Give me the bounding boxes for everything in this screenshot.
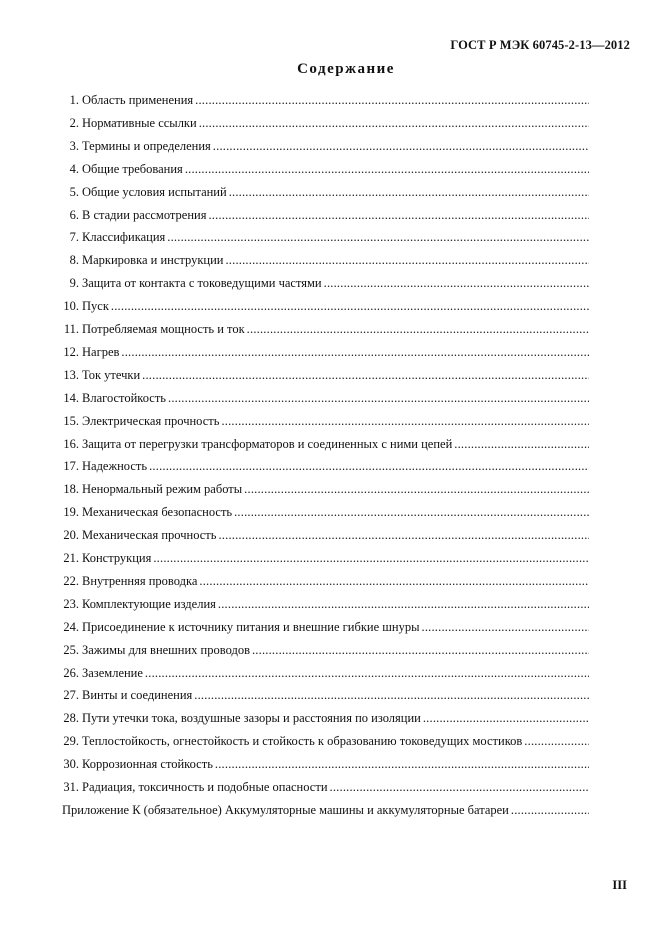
page-title: Содержание (297, 61, 395, 77)
toc-entry-title: Нагрев (82, 344, 120, 359)
toc-entry-title: Влагостойкость (82, 390, 166, 405)
toc-entry-line (82, 389, 589, 407)
toc-entry[interactable] (0, 228, 661, 246)
toc-leader-dots (234, 503, 589, 521)
toc-entry[interactable] (0, 572, 661, 590)
toc-entry-number: 17. (63, 459, 79, 474)
toc-entry-line (82, 228, 589, 246)
toc-entry-line (82, 343, 589, 361)
toc-entry-number: 30. (63, 757, 79, 772)
toc-entry-line (82, 297, 589, 315)
toc-entry-line (82, 251, 589, 269)
toc-entry-line (82, 641, 589, 659)
toc-entry-line (82, 366, 589, 384)
toc-leader-dots (153, 549, 589, 567)
toc-entry-title: Область применения (82, 93, 194, 107)
toc-entry-number: 6. (69, 207, 79, 222)
toc-entry-line (82, 412, 589, 430)
toc-leader-dots (208, 206, 589, 224)
toc-entry-number: 13. (63, 367, 79, 382)
toc-entry-number: 7. (69, 230, 79, 245)
toc-entry-title: Пуск (82, 299, 109, 314)
toc-entry-line (82, 183, 589, 201)
toc-entry-title: Надежность (82, 459, 148, 474)
toc-entry[interactable] (0, 686, 661, 704)
toc-leader-dots (194, 686, 589, 704)
toc-entry-line (82, 595, 589, 613)
toc-leader-dots (218, 595, 589, 613)
toc-entry[interactable] (0, 206, 661, 224)
toc-entry-number: 12. (63, 344, 79, 359)
toc-entry-number: 1. (69, 93, 79, 107)
toc-entry-line (82, 755, 589, 773)
toc-leader-dots (185, 160, 589, 178)
toc-entry-line (82, 709, 589, 727)
toc-appendix-title: Приложение К (обязательное) Аккумуляторные машины и аккумуляторные батареи (62, 802, 509, 817)
toc-entry[interactable] (0, 480, 661, 498)
toc-entry[interactable] (0, 732, 661, 750)
toc-leader-dots (199, 114, 589, 132)
toc-entry-number: 26. (63, 665, 79, 680)
toc-entry-title: Ненормальный режим работы (82, 482, 243, 497)
toc-entry-title: Защита от перегрузки трансформаторов и соединенных с ними цепей (82, 436, 453, 451)
toc-leader-dots (145, 664, 589, 682)
toc-entry-number: 21. (63, 551, 79, 565)
toc-entry[interactable] (0, 664, 661, 682)
toc-entry-number: 25. (63, 642, 79, 657)
toc-entry-line (82, 664, 589, 682)
toc-entry[interactable] (0, 160, 661, 178)
toc-entry-line (82, 526, 589, 544)
toc-entry-title: Нормативные ссылки (82, 115, 197, 130)
toc-entry-number: 19. (63, 505, 79, 520)
toc-entry[interactable] (0, 274, 661, 292)
toc-entry-number: 28. (63, 711, 79, 726)
toc-leader-dots (195, 91, 589, 109)
toc-leader-dots (511, 801, 589, 819)
toc-entry-line (82, 160, 589, 178)
toc-entry-line (82, 91, 589, 109)
toc-entry-line (82, 114, 589, 132)
toc-entry-title: Пути утечки тока, воздушные зазоры и расстояния по изоляции (82, 711, 421, 726)
toc-entry-number: 2. (69, 115, 79, 130)
toc-entry-title: Внутренняя проводка (82, 573, 198, 588)
toc-leader-dots (422, 618, 590, 636)
toc-entry-title: Термины и определения (82, 138, 211, 153)
toc-entry-line (82, 457, 589, 475)
toc-entry-title: Заземление (82, 665, 143, 680)
toc-entry-number: 9. (69, 276, 79, 291)
toc-entry-title: Маркировка и инструкции (82, 253, 224, 268)
toc-entry-number: 23. (63, 596, 79, 611)
toc-entry[interactable] (0, 549, 661, 567)
toc-leader-dots (167, 228, 589, 246)
toc-entry[interactable] (0, 183, 661, 201)
toc-entry[interactable] (0, 503, 661, 521)
toc-entry-title: Теплостойкость, огнестойкость и стойкость к образованию токоведущих мостиков (82, 734, 523, 749)
toc-entry-line (82, 274, 589, 292)
toc-entry-number: 3. (69, 138, 79, 153)
toc-entry-line (82, 206, 589, 224)
toc-entry-appendix[interactable] (0, 801, 661, 819)
toc-leader-dots (454, 435, 589, 453)
toc-entry-number: 8. (69, 253, 79, 268)
toc-entry[interactable] (0, 114, 661, 132)
toc-leader-dots (330, 778, 589, 796)
toc-entry-title: Коррозионная стойкость (82, 757, 213, 772)
toc-entry-title: Классификация (82, 230, 166, 245)
toc-entry-number: 15. (63, 413, 79, 428)
page-number: III (612, 878, 627, 892)
toc-entry[interactable] (0, 251, 661, 269)
toc-entry[interactable] (0, 320, 661, 338)
toc-leader-dots (111, 297, 589, 315)
toc-entry-line (82, 320, 589, 338)
toc-entry-title: Радиация, токсичность и подобные опасности (82, 780, 328, 794)
toc-leader-dots (142, 366, 589, 384)
document-header: ГОСТ Р МЭК 60745-2-13—2012 (450, 38, 630, 52)
toc-entry[interactable] (0, 343, 661, 361)
toc-entry-title: Механическая прочность (82, 528, 217, 543)
toc-leader-dots (225, 251, 589, 269)
toc-entry-line (82, 503, 589, 521)
toc-entry-title: Потребляемая мощность и ток (82, 322, 245, 336)
toc-entry-number: 22. (63, 573, 79, 588)
toc-leader-dots (252, 641, 589, 659)
toc-leader-dots (324, 274, 589, 292)
toc-entry-line (82, 435, 589, 453)
toc-entry-number: 10. (63, 299, 79, 314)
toc-entry[interactable] (0, 435, 661, 453)
toc-leader-dots (218, 526, 589, 544)
toc-leader-dots (221, 412, 589, 430)
toc-entry[interactable] (0, 755, 661, 773)
toc-leader-dots (247, 320, 589, 338)
toc-entry-title: Комплектующие изделия (82, 596, 216, 611)
toc-entry-line (82, 732, 589, 750)
toc-entry[interactable] (0, 778, 661, 796)
toc-entry-number: 27. (63, 688, 79, 703)
toc-entry-title: Общие условия испытаний (82, 184, 227, 199)
toc-entry-line (82, 549, 589, 567)
toc-leader-dots (168, 389, 589, 407)
toc-entry[interactable] (0, 457, 661, 475)
toc-leader-dots (199, 572, 589, 590)
toc-leader-dots (215, 755, 589, 773)
toc-entry-line (82, 686, 589, 704)
toc-entry-number: 24. (63, 619, 79, 634)
toc-entry-title: Конструкция (82, 551, 152, 565)
toc-entry-number: 4. (69, 161, 79, 176)
toc-entry-line (82, 480, 589, 498)
toc-leader-dots (213, 137, 589, 155)
toc-entry-line (82, 618, 589, 636)
toc-entry[interactable] (0, 389, 661, 407)
toc-entry[interactable] (0, 297, 661, 315)
toc-entry-title: Защита от контакта с токоведущими частями (82, 276, 322, 291)
toc-entry-title: Присоединение к источнику питания и внешние гибкие шнуры (82, 619, 420, 634)
toc-entry-number: 14. (63, 390, 79, 405)
toc-entry-title: Электрическая прочность (82, 413, 220, 428)
toc-entry[interactable] (0, 366, 661, 384)
toc-entry[interactable] (0, 709, 661, 727)
toc-entry-number: 5. (69, 184, 79, 199)
toc-entry-line (82, 572, 589, 590)
toc-entry-title: Механическая безопасность (82, 505, 233, 520)
toc-appendix-line (62, 801, 589, 819)
toc-entry[interactable] (0, 526, 661, 544)
toc-entry-line (82, 778, 589, 796)
toc-entry-title: В стадии рассмотрения (82, 207, 207, 222)
toc-leader-dots (149, 457, 589, 475)
toc-leader-dots (229, 183, 589, 201)
toc-entry[interactable] (0, 618, 661, 636)
toc-entry-number: 16. (63, 436, 79, 451)
toc-leader-dots (423, 709, 589, 727)
toc-entry-line (82, 137, 589, 155)
toc-entry-title: Винты и соединения (82, 688, 193, 703)
toc-entry[interactable] (0, 595, 661, 613)
toc-entry[interactable] (0, 641, 661, 659)
toc-leader-dots (524, 732, 589, 750)
toc-entry[interactable] (0, 91, 661, 109)
toc-leader-dots (244, 480, 589, 498)
toc-entry-title: Зажимы для внешних проводов (82, 642, 250, 657)
toc-entry-number: 31. (63, 780, 79, 794)
toc-entry-number: 18. (63, 482, 79, 497)
toc-leader-dots (121, 343, 589, 361)
toc-entry[interactable] (0, 137, 661, 155)
toc-entry-number: 20. (63, 528, 79, 543)
toc-entry-number: 29. (63, 734, 79, 749)
toc-entry-title: Общие требования (82, 161, 183, 176)
toc-entry[interactable] (0, 412, 661, 430)
toc-entry-number: 11. (63, 322, 79, 336)
toc-entry-title: Ток утечки (82, 367, 141, 382)
